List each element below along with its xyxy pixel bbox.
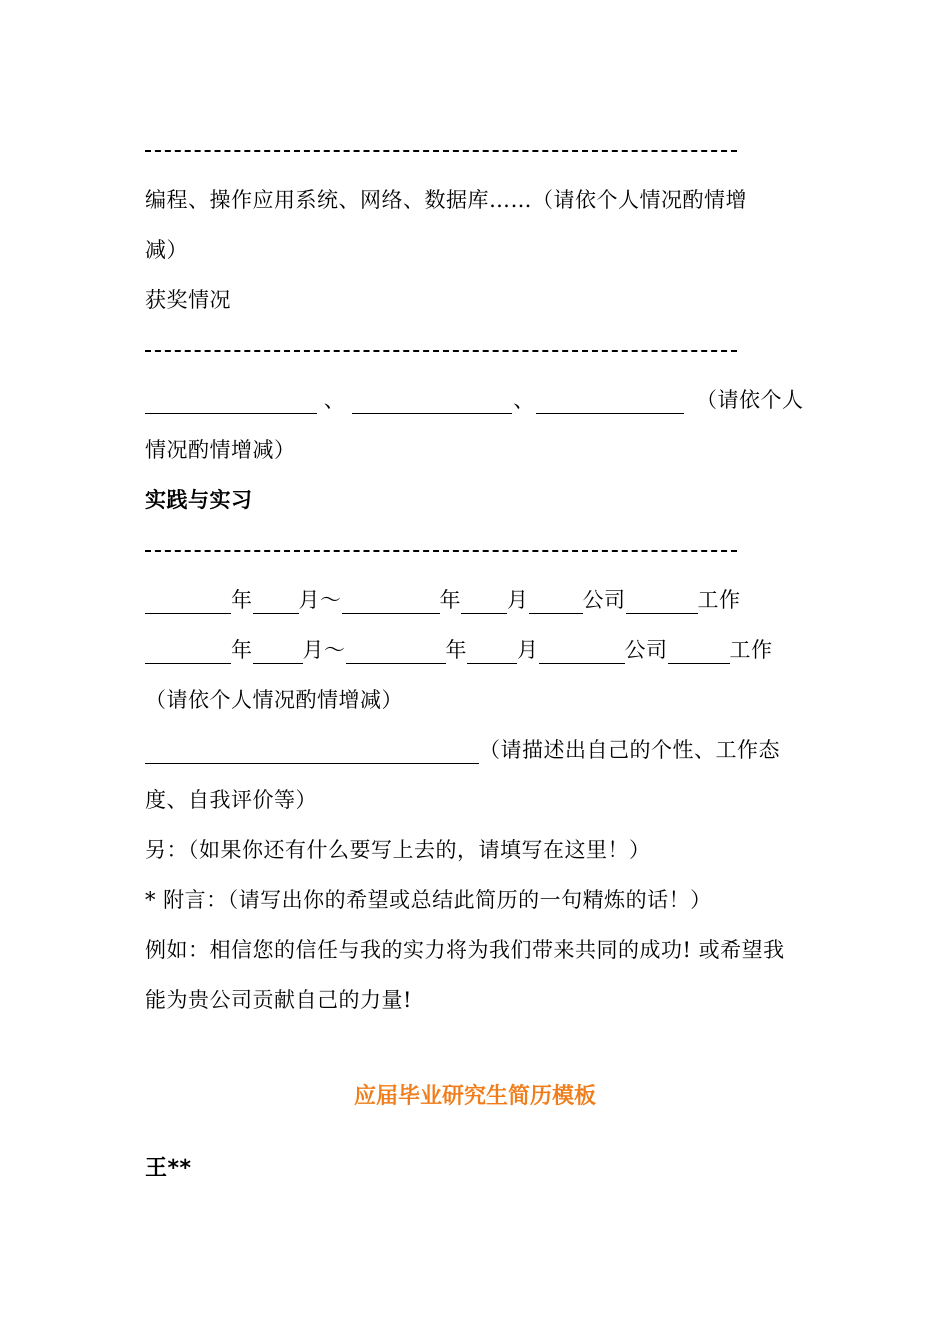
end-year-blank[interactable] — [342, 591, 440, 614]
separator-line — [145, 350, 737, 352]
separator-line — [145, 550, 737, 552]
year-label: 年 — [445, 638, 467, 662]
month-label: 月 — [517, 638, 539, 662]
awards-blanks-row — [145, 386, 804, 414]
end-month-blank[interactable] — [467, 641, 517, 664]
award-blank-3[interactable] — [536, 391, 684, 414]
work-blank[interactable] — [626, 591, 698, 614]
month-label: 月 — [507, 588, 529, 612]
awards-heading: 获奖情况 — [145, 288, 231, 312]
practice-heading: 实践与实习 — [145, 488, 253, 512]
self-eval-blank[interactable] — [145, 741, 479, 764]
practice-note: （请依个人情况酌情增减） — [145, 688, 403, 712]
awards-note-line2: 情况酌情增减） — [145, 438, 296, 462]
start-month-blank[interactable] — [253, 641, 303, 664]
skills-text-line2: 减） — [145, 238, 188, 262]
award-blank-2[interactable] — [352, 391, 512, 414]
example-line1: 例如：相信您的信任与我的实力将为我们带来共同的成功! 或希望我 — [145, 938, 785, 962]
work-label: 工作 — [729, 638, 773, 662]
awards-note-line1: （请依个人 — [696, 388, 804, 412]
other-note: 另：（如果你还有什么要写上去的，请填写在这里！） — [145, 838, 651, 862]
work-label: 工作 — [697, 588, 741, 612]
start-year-blank[interactable] — [145, 591, 231, 614]
work-blank[interactable] — [668, 641, 730, 664]
template-title: 应届毕业研究生简历模板 — [353, 1084, 596, 1109]
year-label: 年 — [231, 638, 253, 662]
award-blank-1[interactable] — [145, 391, 317, 414]
practice-row-1 — [145, 586, 741, 614]
company-label: 公司 — [624, 638, 668, 662]
month-range-label: 月～ — [298, 588, 342, 612]
company-blank[interactable] — [529, 591, 583, 614]
start-month-blank[interactable] — [253, 591, 299, 614]
self-eval-note-line1: （请描述出自己的个性、工作态 — [479, 738, 780, 762]
company-label: 公司 — [582, 588, 626, 612]
self-eval-note-line2: 度、自我评价等） — [145, 788, 317, 812]
end-year-blank[interactable] — [346, 641, 446, 664]
skills-text-line1: 编程、操作应用系统、网络、数据库……（请依个人情况酌情增 — [145, 188, 747, 212]
separator-line — [145, 150, 737, 152]
appendix-note: * 附言：（请写出你的希望或总结此简历的一句精炼的话！） — [145, 888, 712, 912]
award-separator-1: 、 — [323, 388, 346, 412]
year-label: 年 — [439, 588, 461, 612]
award-separator-2: 、 — [513, 388, 535, 412]
month-range-label: 月～ — [302, 638, 346, 662]
end-month-blank[interactable] — [461, 591, 507, 614]
year-label: 年 — [231, 588, 253, 612]
practice-row-2 — [145, 636, 773, 664]
start-year-blank[interactable] — [145, 641, 231, 664]
example-line2: 能为贵公司贡献自己的力量! — [145, 988, 412, 1012]
self-eval-row — [145, 736, 780, 764]
candidate-name: 王** — [145, 1156, 192, 1181]
company-blank[interactable] — [539, 641, 625, 664]
